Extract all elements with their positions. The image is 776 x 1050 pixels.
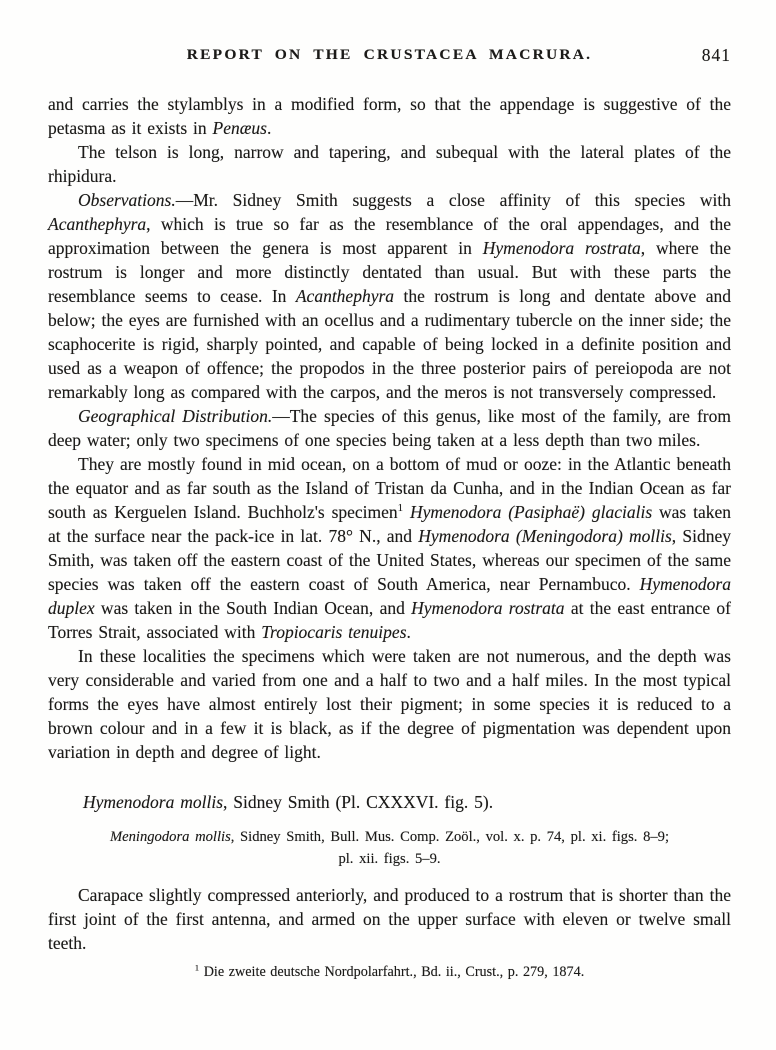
italic-text: Acanthephyra bbox=[48, 214, 147, 234]
italic-text: Penæus bbox=[212, 118, 267, 138]
paragraph bbox=[48, 140, 731, 188]
footnote bbox=[48, 962, 731, 982]
text-run: They are mostly found in mid ocean, on a bottom of mud or ooze: in the Atlantic beneath the equator and as far south as the Island of Tristan da Cunha, and in the Indian Ocean as far south as Kerguelen Island. Buchholz's specimen bbox=[48, 454, 731, 522]
italic-text: Hymenodora mollis bbox=[83, 792, 224, 812]
text-run: In these localities the specimens which were taken are not numerous, and the depth was very considerable and varied from one and a half to two and a half miles. In the most typical forms the eyes have almost entirely lost their pigment; in some species it is reduced to a brown colour and in a few it is black, as if the degree of pigmentation was dependent upon variation in depth and degree of light. bbox=[48, 646, 731, 762]
paragraph bbox=[48, 188, 731, 404]
paragraph bbox=[48, 644, 731, 764]
synonymy-citation bbox=[48, 826, 731, 870]
text-run: and carries the stylamblys in a modified form, so that the appendage is suggestive of the petasma as it exists in bbox=[48, 94, 731, 138]
text-run: —Mr. Sidney Smith suggests a close affinity of this species with bbox=[175, 190, 731, 210]
text-run: was taken in the South Indian Ocean, and bbox=[94, 598, 412, 618]
italic-text: Meningodora mollis bbox=[109, 829, 231, 845]
text-run bbox=[403, 502, 410, 522]
text-run: , where the rostrum is longer and more distinctly dentated than usual. But with these parts the resemblance seems to cease. In bbox=[48, 238, 731, 306]
italic-text: Hymenodora duplex bbox=[48, 574, 731, 618]
paragraph bbox=[48, 883, 731, 955]
text-run: . bbox=[266, 118, 272, 138]
italic-text: Acanthephyra bbox=[295, 286, 395, 306]
page-header bbox=[48, 46, 731, 66]
text-run: , Sidney Smith (Pl. CXXXVI. fig. 5). bbox=[223, 792, 494, 812]
synonymy-line bbox=[48, 826, 731, 848]
page-number: 841 bbox=[701, 45, 731, 65]
paragraph bbox=[48, 404, 731, 452]
superscript-ref: 1 bbox=[194, 962, 200, 973]
italic-text: Hymenodora rostrata bbox=[482, 238, 641, 258]
text-run: The telson is long, narrow and tapering, and subequal with the lateral plates of the rhipidura. bbox=[48, 142, 731, 186]
text-run: —The species of this genus, like most of the family, are from deep water; only two specimens of one species being taken at a less depth than two miles. bbox=[48, 406, 731, 450]
text-run: , Sidney Smith, Bull. Mus. Comp. Zoöl., vol. x. p. 74, pl. xi. figs. 8–9; bbox=[230, 829, 670, 845]
text-run: Die zweite deutsche Nordpolarfahrt., Bd. ii., Crust., p. 279, 1874. bbox=[199, 964, 585, 980]
synonymy-line bbox=[48, 848, 731, 870]
text-run: the rostrum is long and dentate above and below; the eyes are furnished with an ocellus and a rudimentary tubercle on the inner side; the scaphocerite is rigid, sharply pointed, and capable of being locked in a definite position and used as a weapon of offence; the propodos in the three posterior pairs of pereiopoda are not remarkably long as compared with the carpos, and the meros is not transversely compressed. bbox=[48, 286, 731, 402]
text-run: at the east entrance of Torres Strait, associated with bbox=[48, 598, 731, 642]
text-run: was taken at the surface near the pack-ice in lat. 78° N., and bbox=[48, 502, 731, 546]
superscript-ref: 1 bbox=[397, 502, 404, 515]
text-run: , Sidney Smith, was taken off the eastern coast of the United States, whereas our specimen of the same species was taken off the eastern coast of South America, near Pernambuco. bbox=[48, 526, 731, 594]
text-run: pl. xii. figs. 5–9. bbox=[338, 851, 441, 867]
body-text bbox=[48, 92, 731, 764]
text-run: , which is true so far as the resemblance of the oral appendages, and the approximation between the genera is most apparent in bbox=[48, 214, 731, 258]
italic-text: Hymenodora (Pasiphaë) glacialis bbox=[409, 502, 653, 522]
paragraph bbox=[48, 92, 731, 140]
species-heading bbox=[48, 790, 731, 814]
italic-text: Geographical Distribution. bbox=[78, 406, 273, 426]
italic-text: Hymenodora (Meningodora) mollis bbox=[418, 526, 672, 546]
text-run: . bbox=[406, 622, 411, 642]
description-text bbox=[48, 883, 731, 955]
italic-text: Observations. bbox=[78, 190, 176, 210]
italic-text: Hymenodora rostrata bbox=[411, 598, 565, 618]
running-title: REPORT ON THE CRUSTACEA MACRURA. bbox=[186, 46, 593, 63]
italic-text: Tropiocaris tenuipes bbox=[261, 622, 407, 642]
paragraph bbox=[48, 452, 731, 644]
text-run: Carapace slightly compressed anteriorly, and produced to a rostrum that is shorter than the first joint of the first antenna, and armed on the upper surface with eleven or twelve small teeth. bbox=[48, 885, 731, 953]
